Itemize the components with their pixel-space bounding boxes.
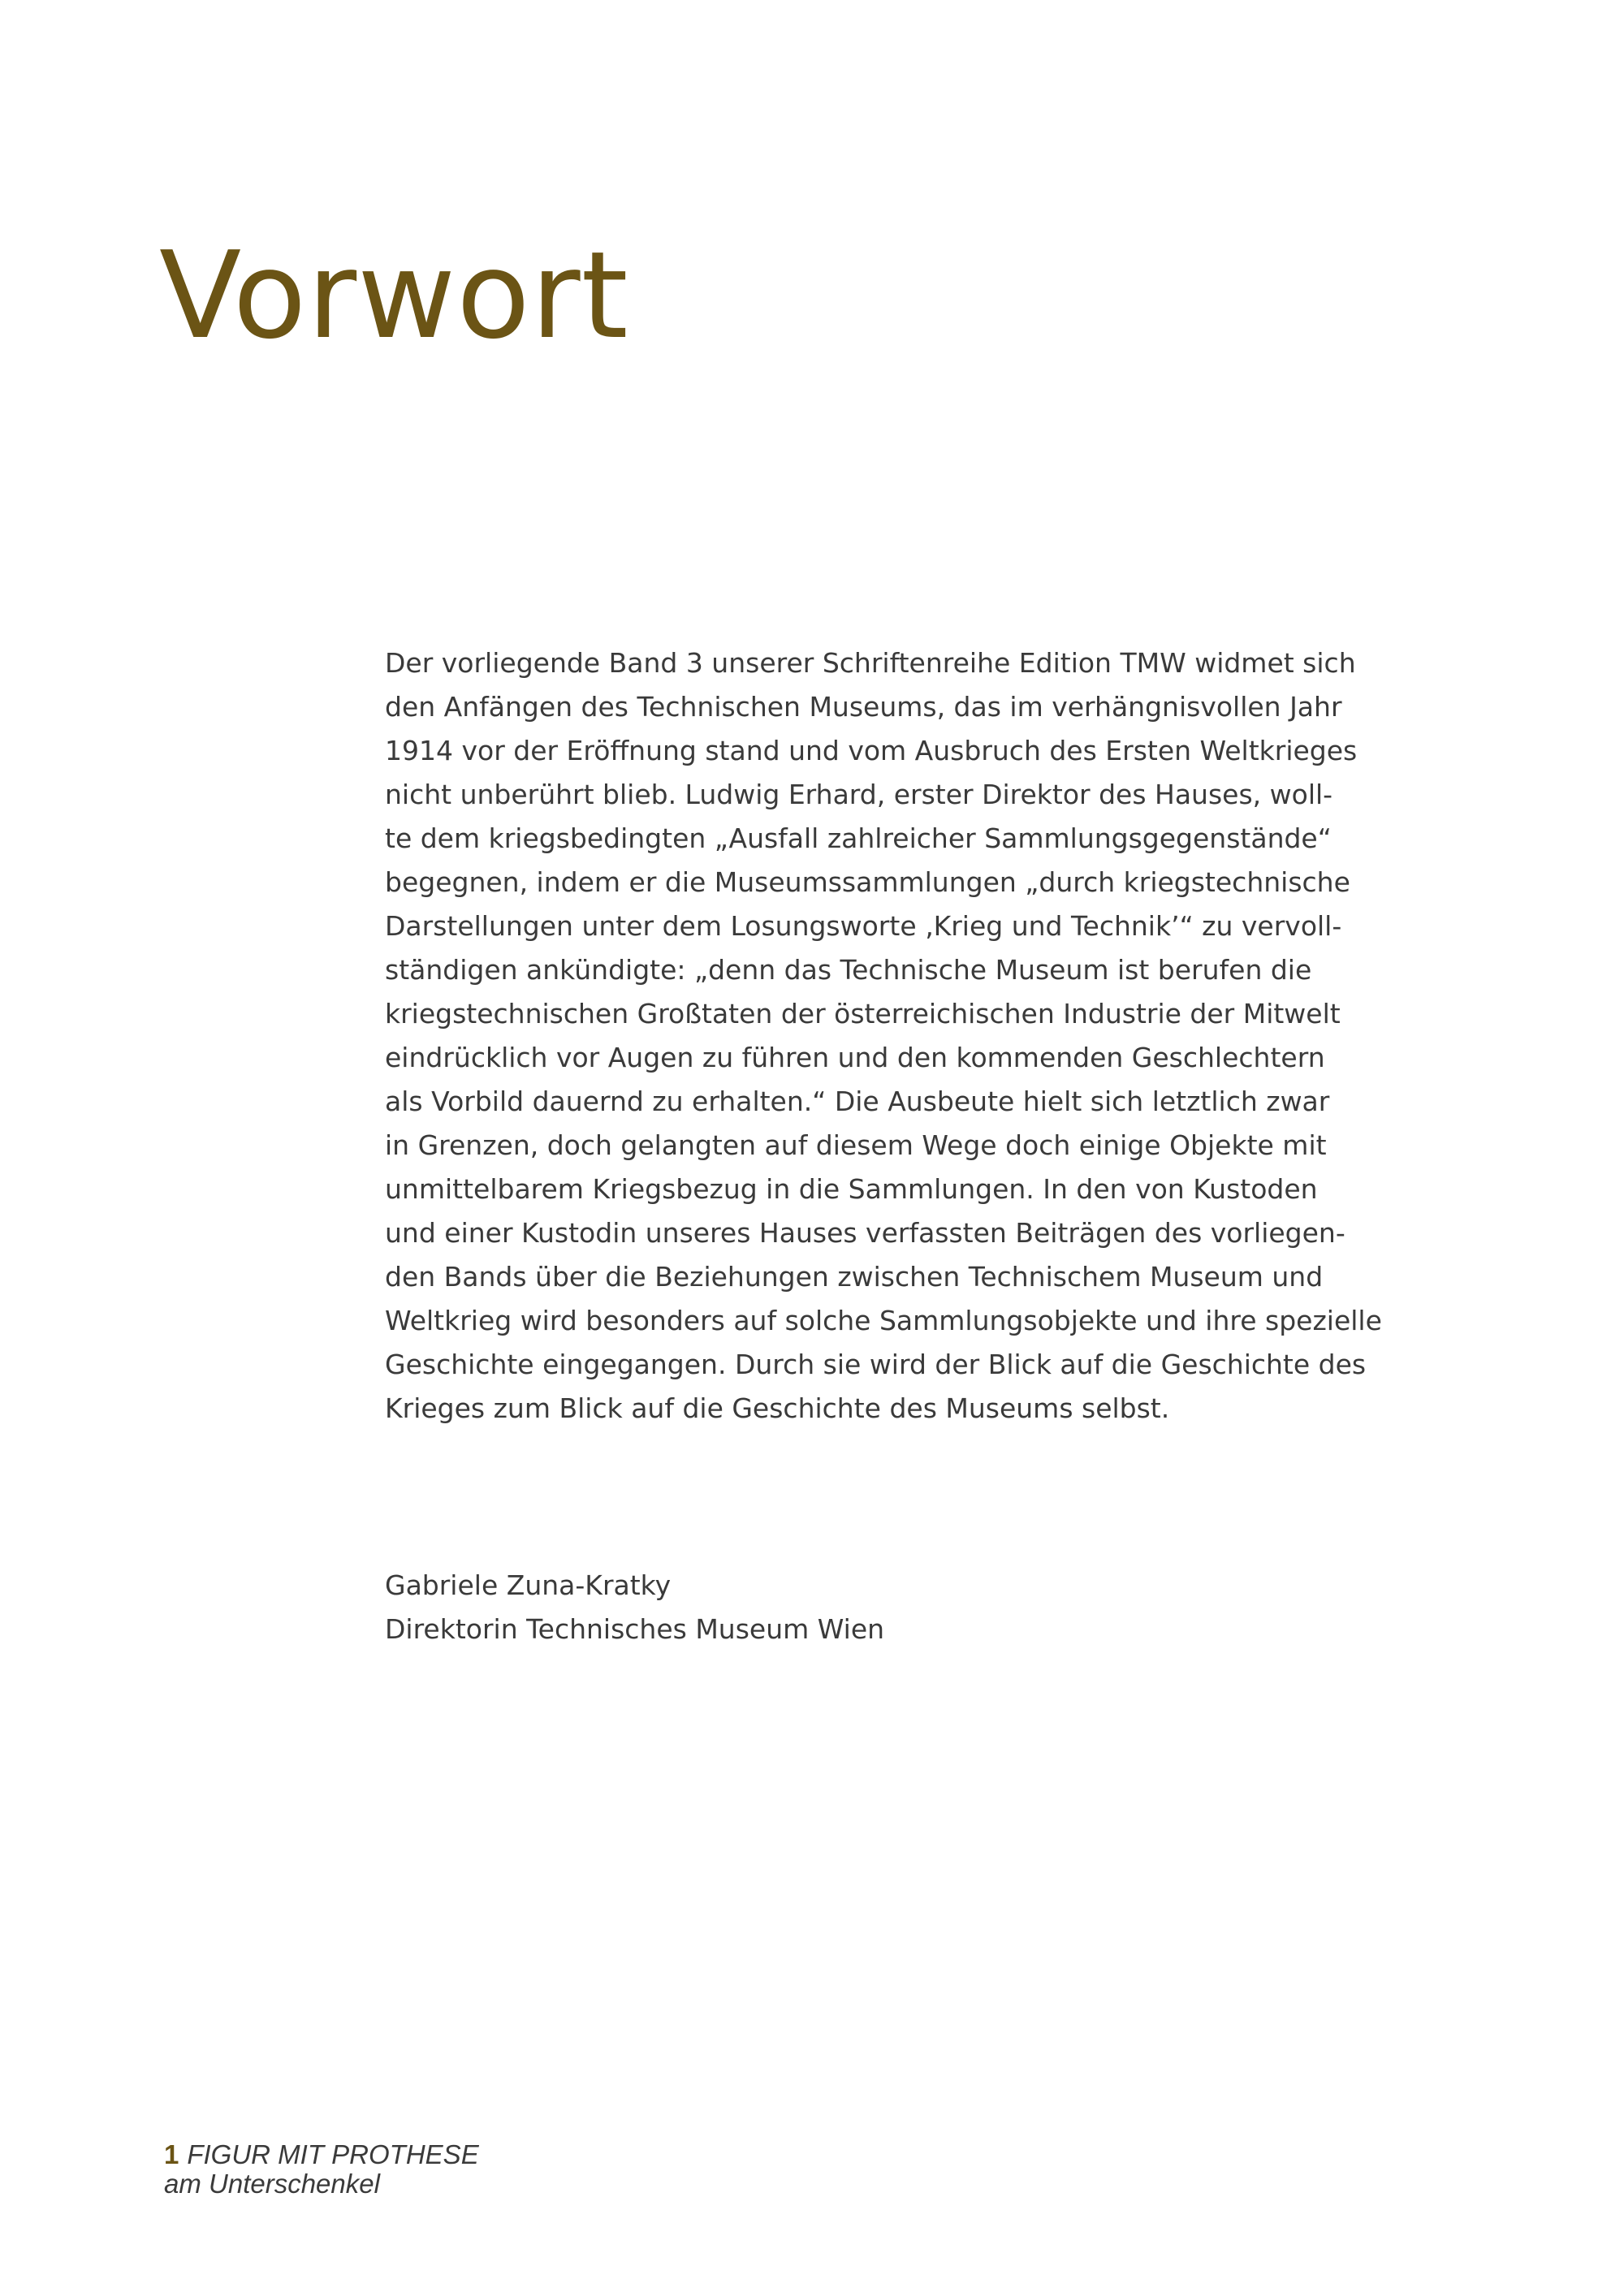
body-line: und einer Kustodin unseres Hauses verfassten Beiträgen des vorliegen- <box>385 1217 1345 1249</box>
body-line: eindrücklich vor Augen zu führen und den kommenden Geschlechtern <box>385 1042 1325 1073</box>
body-line: den Bands über die Beziehungen zwischen Technischem Museum und <box>385 1261 1324 1293</box>
body-line: unmittelbarem Kriegsbezug in die Sammlungen. In den von Kustoden <box>385 1173 1318 1205</box>
body-line: ständigen ankündigte: „denn das Technische Museum ist berufen die <box>385 954 1312 986</box>
body-line: kriegstechnischen Großtaten der österreichischen Industrie der Mitwelt <box>385 998 1341 1029</box>
page-title: Vorwort <box>159 226 629 365</box>
body-line: Geschichte eingegangen. Durch sie wird der Blick auf die Geschichte des <box>385 1349 1367 1380</box>
figure-caption <box>164 2140 479 2199</box>
signature-name: Gabriele Zuna-Kratky <box>385 1569 672 1601</box>
body-line: Weltkrieg wird besonders auf solche Sammlungsobjekte und ihre spezielle <box>385 1305 1382 1336</box>
foreword-body <box>385 641 1489 1431</box>
body-line: begegnen, indem er die Museumssammlungen „durch kriegstechnische <box>385 866 1350 898</box>
caption-number: 1 <box>164 2139 179 2169</box>
body-line: den Anfängen des Technischen Museums, das im verhängnisvollen Jahr <box>385 691 1342 723</box>
body-line: als Vorbild dauernd zu erhalten.“ Die Ausbeute hielt sich letztlich zwar <box>385 1086 1330 1117</box>
signature-block <box>385 1564 884 1651</box>
body-line: Darstellungen unter dem Losungsworte ‚Krieg und Technik’“ zu vervoll- <box>385 910 1342 942</box>
body-line: in Grenzen, doch gelangten auf diesem Wege doch einige Objekte mit <box>385 1129 1327 1161</box>
caption-title: FIGUR MIT PROTHESE <box>187 2139 479 2169</box>
body-line: te dem kriegsbedingten „Ausfall zahlreicher Sammlungsgegenstände“ <box>385 822 1332 854</box>
signature-role: Direktorin Technisches Museum Wien <box>385 1613 885 1645</box>
caption-subtitle: am Unterschenkel <box>164 2169 380 2199</box>
body-line: Krieges zum Blick auf die Geschichte des Museums selbst. <box>385 1392 1170 1424</box>
caption-title-row <box>164 2140 479 2169</box>
body-line: 1914 vor der Eröffnung stand und vom Ausbruch des Ersten Weltkrieges <box>385 735 1358 766</box>
body-line: Der vorliegende Band 3 unserer Schriftenreihe Edition TMW widmet sich <box>385 647 1356 679</box>
body-line: nicht unberührt blieb. Ludwig Erhard, erster Direktor des Hauses, woll- <box>385 779 1333 810</box>
